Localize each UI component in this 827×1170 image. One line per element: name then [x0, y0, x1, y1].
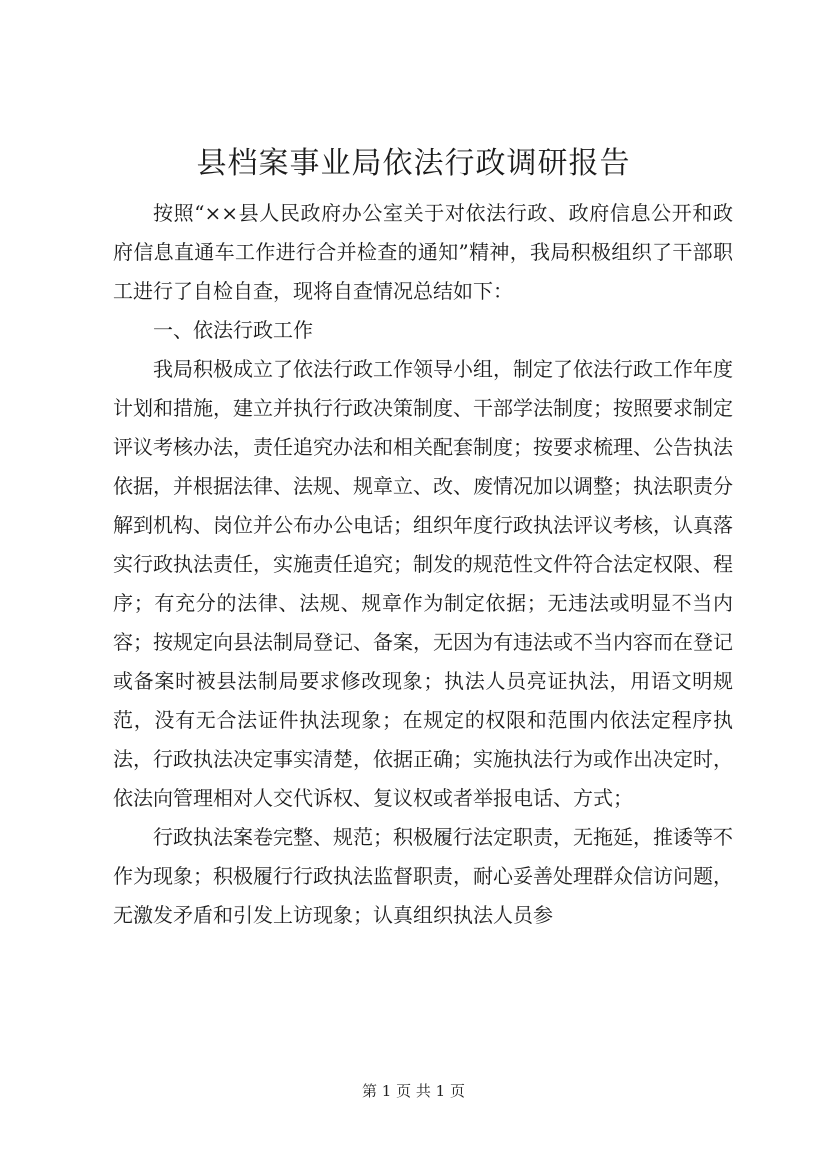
document-body — [113, 194, 733, 935]
page-number-footer: 第 1 页 共 1 页 — [362, 1082, 465, 1100]
intro-paragraph: 按照“××县人民政府办公室关于对依法行政、政府信息公开和政府信息直通车工作进行合并检查的通知”精神，我局积极组织了干部职工进行了自检自查，现将自查情况总结如下： — [113, 201, 733, 303]
page-title: 县档案事业局依法行政调研报告 — [196, 146, 631, 181]
section-heading: 一、依法行政工作 — [153, 318, 313, 342]
body-paragraph: 我局积极成立了依法行政工作领导小组，制定了依法行政工作年度计划和措施，建立并执行行政决策制度、干部学法制度；按照要求制定评议考核办法，责任追究办法和相关配套制度；按要求梳理、公告执法依据，并根据法律、法规、规章立、改、废情况加以调整；执法职责分解到机构、岗位并公布办公电话；组织年度行政执法评议考核，认真落实行政执法责任，实施责任追究；制发的规范性文件符合法定权限、程序；有充分的法律、法规、规章作为制定依据；无违法或明显不当内容；按规定向县法制局登记、备案，无因为有违法或不当内容而在登记或备案时被县法制局要求修改现象；执法人员亮证执法，用语文明规范，没有无合法证件执法现象；在规定的权限和范围内依法定程序执法，行政执法决定事实清楚，依据正确；实施执法行为或作出决定时，依法向管理相对人交代诉权、复议权或者举报电话、方式； — [113, 357, 733, 810]
body-paragraph: 行政执法案卷完整、规范；积极履行法定职责，无拖延，推诿等不作为现象；积极履行行政执法监督职责，耐心妥善处理群众信访问题，无激发矛盾和引发上访现象；认真组织执法人员参 — [113, 825, 733, 927]
